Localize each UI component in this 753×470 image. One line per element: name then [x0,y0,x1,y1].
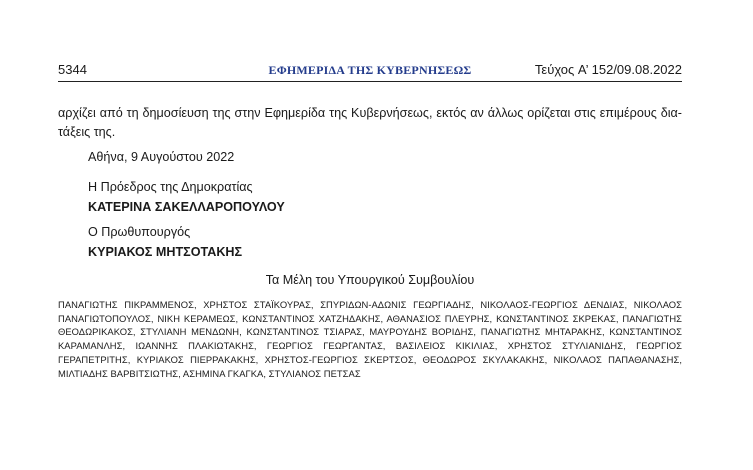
date-line: Αθήνα, 9 Αυγούστου 2022 [88,150,235,164]
page-number: 5344 [58,62,87,77]
signatory-name-prime-minister: ΚΥΡΙΑΚΟΣ ΜΗΤΣΟΤΑΚΗΣ [88,245,243,259]
signatory-title-president: Η Πρόεδρος της Δημοκρατίας [88,180,253,194]
gazette-title: ΕΦΗΜΕΡΙΔΑ TΗΣ ΚΥΒΕΡΝΗΣΕΩΣ [268,63,472,77]
cabinet-members-list: ΠΑΝΑΓΙΩΤΗΣ ΠΙΚΡΑΜΜΕΝΟΣ, ΧΡΗΣΤΟΣ ΣΤΑΪΚΟΥΡΑΣ, ΣΠΥΡΙΔΩΝ-ΑΔΩΝΙΣ ΓΕΩΡΓΙΑΔΗΣ, ΝΙΚΟΛΑΟΣ-ΓΕΩΡΓΙΟΣ ΔΕΝΔΙΑΣ, ΝΙΚΟΛΑΟΣ ΠΑΝΑΓΙΩΤΟΠΟΥΛΟΣ, ΝΙΚΗ ΚΕΡΑΜΕΩΣ, ΚΩΝΣΤΑΝΤΙΝΟΣ ΧΑΤΖΗΔΑΚΗΣ, ΑΘΑΝΑΣΙΟΣ ΠΛΕΥΡΗΣ, ΚΩΝΣΤΑΝΤΙΝΟΣ ΣΚΡΕΚΑΣ, ΠΑΝΑΓΙΩΤΗΣ ΘΕΟΔΩΡΙΚΑΚΟΣ, ΣΤΥΛΙΑΝΗ ΜΕΝΔΩΝΗ, ΚΩΝΣΤΑΝΤΙΝΟΣ ΤΣΙΑΡΑΣ, ΜΑΥΡΟΥΔΗΣ ΒΟΡΙΔΗΣ, ΠΑΝΑΓΙΩΤΗΣ ΜΗΤΑΡΑΚΗΣ, ΚΩΝΣΤΑΝΤΙΝΟΣ ΚΑΡΑΜΑΝΛΗΣ, ΙΩΑΝΝΗΣ ΠΛΑΚΙΩΤΑΚΗΣ, ΓΕΩΡΓΙΟΣ ΓΕΩΡΓΑΝΤΑΣ, ΒΑΣΙΛΕΙΟΣ ΚΙΚΙΛΙΑΣ, ΧΡΗΣΤΟΣ ΣΤΥΛΙΑΝΙΔΗΣ, ΓΕΩΡΓΙΟΣ ΓΕΡΑΠΕΤΡΙΤΗΣ, ΚΥΡΙΑΚΟΣ ΠΙΕΡΡΑΚΑΚΗΣ, ΧΡΗΣΤΟΣ-ΓΕΩΡΓΙΟΣ ΣΚΕΡΤΣΟΣ, ΘΕΟΔΩΡΟΣ ΣΚΥΛΑΚΑΚΗΣ, ΝΙΚΟΛΑΟΣ ΠΑΠΑΘΑΝΑΣΗΣ, ΜΙΛΤΙΑΔΗΣ ΒΑΡΒΙΤΣΙΩΤΗΣ, ΑΣΗΜΙΝΑ ΓΚΑΓΚΑ, ΣΤΥΛΙΑΝΟΣ ΠΕΤΣΑΣ [58,299,682,379]
header-divider [58,81,682,82]
signatory-title-prime-minister: Ο Πρωθυπουργός [88,225,191,239]
issue-number: Τεύχος A’ 152/09.08.2022 [534,62,682,77]
cabinet-members-heading: Τα Μέλη του Υπουργικού Συμβουλίου [265,273,475,287]
signatory-name-president: ΚΑΤΕΡΙΝΑ ΣΑΚΕΛΛΑΡΟΠΟΥΛΟΥ [88,200,285,214]
body-paragraph: αρχίζει από τη δημοσίευση της στην Εφημερίδα της Κυβερνήσεως, εκτός αν άλλως ορίζεται στις επιμέρους δια- τάξεις της. [58,106,682,139]
page-header [58,60,682,80]
